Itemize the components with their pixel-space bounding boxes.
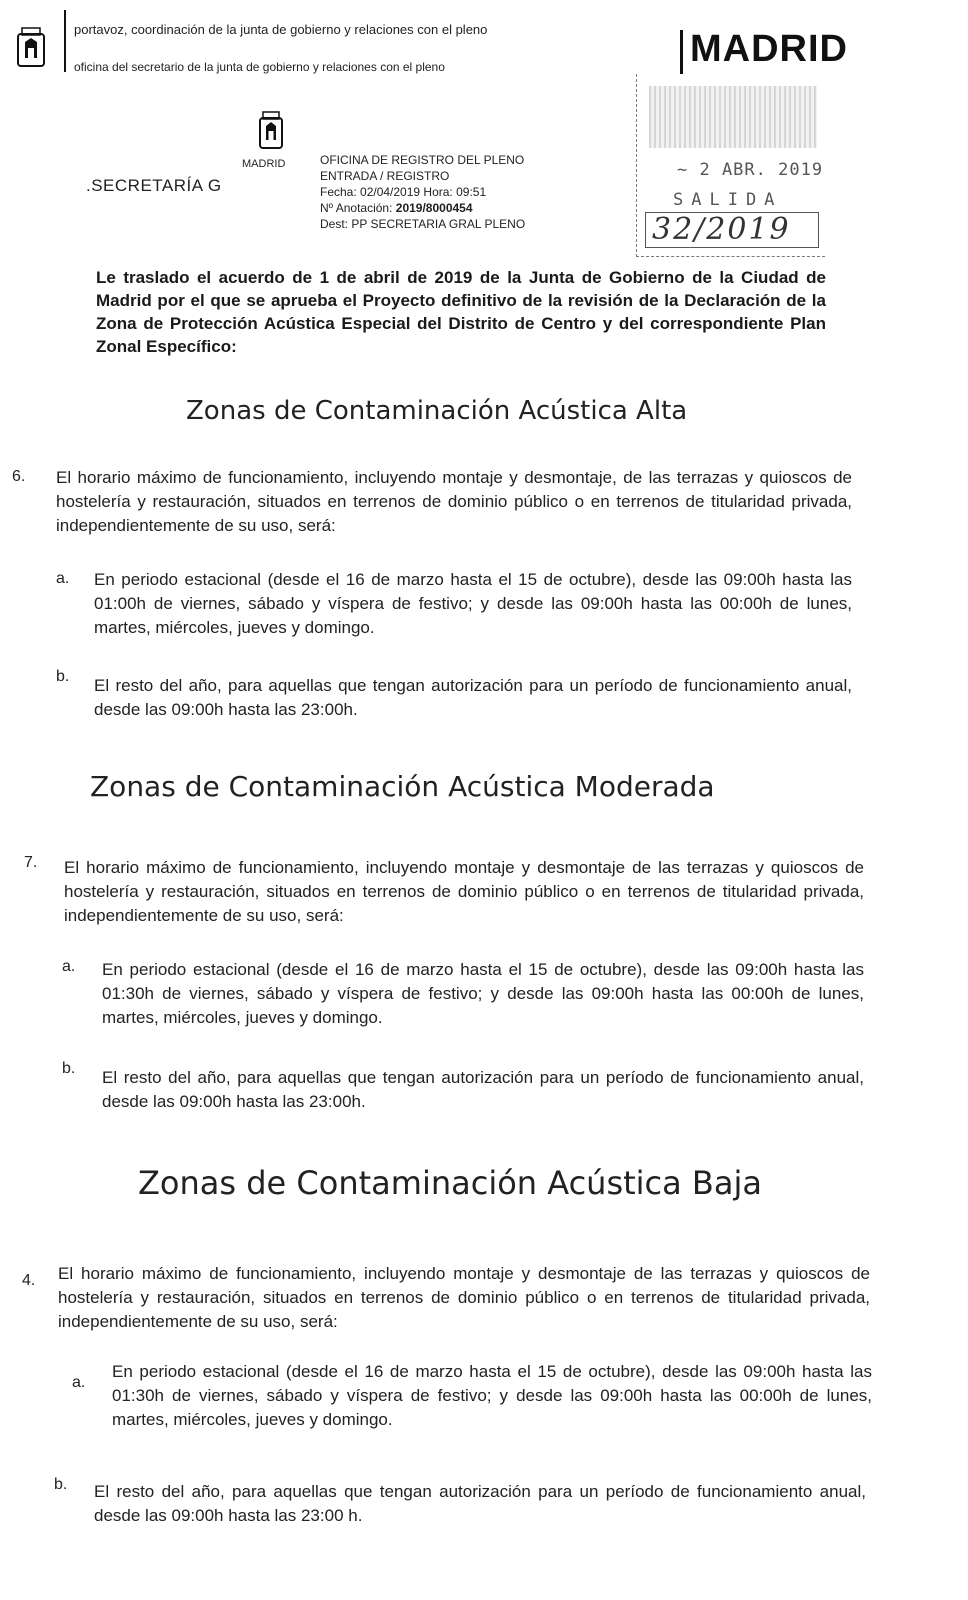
registry-date: Fecha: 02/04/2019 Hora: 09:51: [320, 185, 487, 199]
item-number: 7.: [24, 854, 38, 871]
sub-item-label: b.: [54, 1476, 68, 1493]
sub-item-text: El resto del año, para aquellas que tengan autorización para un período de funcionamiento anual, desde las 09:00h hasta las 23:00 h.: [94, 1482, 866, 1525]
item-text: El horario máximo de funcionamiento, incluyendo montaje y desmontaje de las terrazas y quioscos de hostelería y restauración, situados en terrenos de dominio público o en terrenos de titularidad privada, independientemente de su uso, será:: [58, 1264, 870, 1331]
madrid-crest-small-icon: [258, 110, 284, 150]
registry-stamp-block: [320, 152, 525, 232]
stamp-date: ~ 2 ABR. 2019: [677, 160, 824, 180]
sub-item-text: En periodo estacional (desde el 16 de marzo hasta el 15 de octubre), desde las 09:00h hasta las 01:30h de viernes, sábado y víspera de festivo; y desde las 09:00h hasta las 00:00h de lunes, martes, miércoles, jueves y domingo.: [112, 1362, 872, 1429]
intro-paragraph: Le traslado el acuerdo de 1 de abril de 2019 de la Junta de Gobierno de la Ciudad de Madrid por el que se aprueba el Proyecto definitivo de la revisión de la Declaración de la Zona de Protección Acústica Especial del Distrito de Centro y del correspondiente Plan Zonal Específico:: [96, 268, 826, 356]
sub-item-text: En periodo estacional (desde el 16 de marzo hasta el 15 de octubre), desde las 09:00h hasta las 01:30h de viernes, sábado y víspera de festivo; y desde las 09:00h hasta las 00:00h de lunes, martes, miércoles, jueves y domingo.: [102, 960, 864, 1027]
office-line: oficina del secretario de la junta de gobierno y relaciones con el pleno: [74, 60, 445, 74]
header-divider: [64, 10, 66, 72]
sub-item-label: a.: [72, 1374, 86, 1391]
stamp-handwritten-number: 32/2019: [645, 212, 819, 248]
item-number: 4.: [22, 1272, 36, 1289]
sub-item-text: En periodo estacional (desde el 16 de marzo hasta el 15 de octubre), desde las 09:00h hasta las 01:00h de viernes, sábado y víspera de festivo; y desde las 09:00h hasta las 00:00h de lunes, martes, miércoles, jueves y domingo.: [94, 570, 852, 637]
registry-type: ENTRADA / REGISTRO: [320, 169, 450, 183]
madrid-crest-icon: [16, 26, 46, 68]
sub-item-label: b.: [62, 1060, 76, 1077]
section-title-baja: Zonas de Contaminación Acústica Baja: [138, 1164, 762, 1202]
annotation-number: 2019/8000454: [395, 201, 473, 215]
stamp-seal-area: [649, 86, 817, 148]
annotation-label: Nº Anotación:: [320, 201, 393, 215]
secretaria-label: .SECRETARÍA G: [86, 176, 222, 195]
item-text: El horario máximo de funcionamiento, incluyendo montaje y desmontaje, de las terrazas y quioscos de hostelería y restauración, situados en terrenos de dominio público o en terrenos de titularidad privada, independientemente de su uso, será:: [56, 468, 852, 535]
section-title-alta: Zonas de Contaminación Acústica Alta: [186, 396, 688, 426]
registry-office: OFICINA DE REGISTRO DEL PLENO: [320, 153, 525, 167]
item-number: 6.: [12, 468, 26, 485]
sub-item-label: b.: [56, 668, 70, 685]
city-divider: [680, 30, 683, 74]
crest-caption: MADRID: [242, 158, 286, 170]
registry-destination: Dest: PP SECRETARIA GRAL PLENO: [320, 217, 526, 231]
department-line: portavoz, coordinación de la junta de gobierno y relaciones con el pleno: [74, 22, 488, 37]
sub-item-label: a.: [56, 570, 70, 587]
stamp-salida: SALIDA: [673, 190, 783, 210]
item-text: El horario máximo de funcionamiento, incluyendo montaje y desmontaje de las terrazas y quioscos de hostelería y restauración, situados en terrenos de dominio público o en terrenos de titularidad privada, independientemente de su uso, será:: [64, 858, 864, 925]
sub-item-text: El resto del año, para aquellas que tengan autorización para un período de funcionamiento anual, desde las 09:00h hasta las 23:00h.: [94, 676, 852, 719]
sub-item-text: El resto del año, para aquellas que tengan autorización para un período de funcionamiento anual, desde las 09:00h hasta las 23:00h.: [102, 1068, 864, 1111]
city-logo-text: MADRID: [690, 28, 848, 70]
registry-annotation: [320, 200, 525, 216]
sub-item-label: a.: [62, 958, 76, 975]
exit-stamp: [636, 74, 825, 257]
section-title-moderada: Zonas de Contaminación Acústica Moderada: [90, 770, 715, 803]
